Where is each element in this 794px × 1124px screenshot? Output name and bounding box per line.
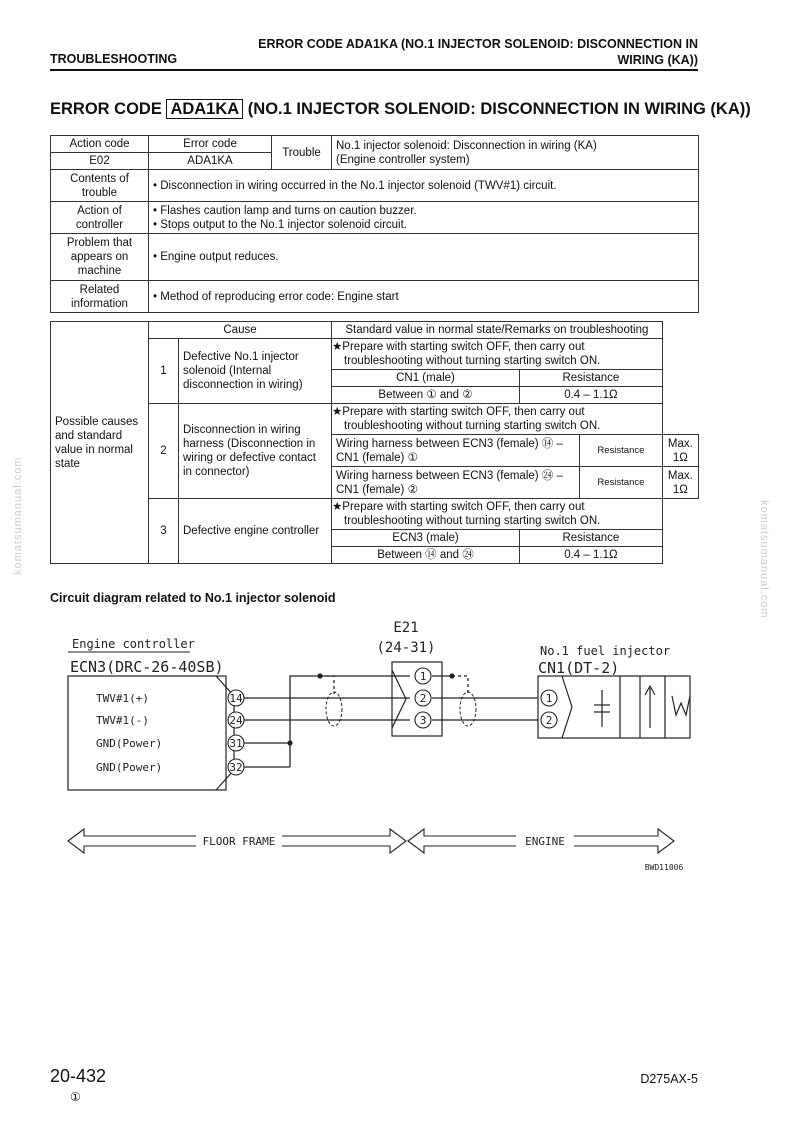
injector-symbol — [594, 686, 690, 728]
relay-spec: (24-31) — [376, 640, 436, 656]
trouble-description — [332, 136, 699, 170]
model-code: D275AX-5 — [640, 1072, 698, 1086]
page-number: 20-432 — [50, 1066, 107, 1086]
circuit-diagram-title: Circuit diagram related to No.1 injector solenoid — [50, 591, 336, 605]
pin-name: GND(Power) — [96, 761, 163, 774]
page-title — [50, 100, 751, 119]
revision-mark: ① — [70, 1090, 81, 1104]
injector-box — [538, 676, 690, 738]
circuit-diagram — [0, 610, 794, 880]
trouble-line1: No.1 injector solenoid: Disconnection in wiring (KA) — [336, 139, 597, 152]
trouble-line2: (Engine controller system) — [336, 153, 470, 166]
running-header-line2: WIRING (KA)) — [617, 53, 698, 67]
row-related — [149, 281, 699, 313]
error-info-table — [50, 135, 699, 313]
pin-name: TWV#1(+) — [96, 692, 149, 705]
pin-label: 31 — [229, 737, 243, 750]
section-label: TROUBLESHOOTING — [50, 52, 178, 66]
junction-dot — [449, 673, 454, 678]
engine-label: ENGINE — [525, 835, 565, 848]
shield-drain — [320, 676, 334, 694]
causes-group-label: Possible causes and standard value in normal state — [51, 322, 149, 564]
possible-causes-table — [50, 321, 699, 564]
pin-name: GND(Power) — [96, 737, 163, 750]
title-suffix: (NO.1 INJECTOR SOLENOID: DISCONNECTION IN WIRING (KA)) — [247, 100, 751, 118]
trouble-label: Trouble — [272, 136, 332, 170]
list-item: • Stops output to the No.1 injector solenoid circuit. — [153, 218, 694, 232]
harness-measure-value: Max. 1Ω — [662, 435, 698, 467]
pin-label: 3 — [419, 714, 427, 727]
row-label-action: Action of controller — [51, 202, 149, 234]
measure-col1-header: CN1 (male) — [332, 370, 520, 387]
injector-connector: CN1(DT-2) — [538, 659, 620, 677]
row-label-contents: Contents of trouble — [51, 170, 149, 202]
list-item: • Flashes caution lamp and turns on caution buzzer. — [153, 204, 694, 218]
title-prefix: ERROR CODE — [50, 100, 162, 118]
cause-header: Cause — [149, 322, 332, 339]
floor-frame-label: FLOOR FRAME — [202, 835, 276, 848]
pin-label: 14 — [229, 692, 243, 705]
row-problem — [149, 234, 699, 281]
harness-measure-label: Resistance — [580, 467, 663, 499]
shield-drain — [452, 676, 468, 694]
pin-label: 1 — [545, 692, 553, 705]
junction-dot — [287, 740, 292, 745]
list-item: • Engine output reduces. — [153, 250, 694, 264]
waveform — [672, 696, 690, 715]
pin-label: 2 — [419, 692, 427, 705]
figure-code: BWD11006 — [644, 863, 684, 872]
row-label-related: Related information — [51, 281, 149, 313]
measure-col2-header: Resistance — [520, 530, 663, 547]
header-rule — [50, 69, 698, 71]
relay-left-chevron — [392, 670, 406, 728]
cause-number: 2 — [149, 404, 179, 499]
cause-description: Defective No.1 injector solenoid (Internal disconnection in wiring) — [179, 339, 332, 404]
pin-label: 2 — [545, 714, 553, 727]
title-error-code: ADA1KA — [166, 99, 243, 119]
row-label-problem: Problem that appears on machine — [51, 234, 149, 281]
measure-value: 0.4 – 1.1Ω — [520, 387, 663, 404]
wires — [244, 676, 538, 767]
prepare-note: ★Prepare with starting switch OFF, then carry out troubleshooting without turning starting switch ON. — [332, 339, 663, 370]
pin-name: TWV#1(-) — [96, 714, 149, 727]
injector-connector-shape — [562, 676, 572, 738]
action-code-label: Action code — [51, 136, 149, 153]
standard-header: Standard value in normal state/Remarks on troubleshooting — [332, 322, 663, 339]
measure-between: Between ① and ② — [332, 387, 520, 404]
prepare-note: ★Prepare with starting switch OFF, then carry out troubleshooting without turning starting switch ON. — [332, 404, 663, 435]
error-code-label: Error code — [149, 136, 272, 153]
harness-desc: Wiring harness between ECN3 (female) ㉔ – CN1 (female) ② — [332, 467, 580, 499]
shield-ellipse — [326, 692, 342, 726]
junction-dots — [287, 673, 454, 745]
cause-description: Defective engine controller — [179, 499, 332, 564]
measure-between: Between ⑭ and ㉔ — [332, 547, 520, 564]
controller-label: Engine controller — [72, 637, 195, 651]
cause-number: 3 — [149, 499, 179, 564]
harness-desc: Wiring harness between ECN3 (female) ⑭ – CN1 (female) ① — [332, 435, 580, 467]
list-item: • Disconnection in wiring occurred in the No.1 injector solenoid (TWV#1) circuit. — [153, 179, 694, 193]
error-code-value: ADA1KA — [149, 153, 272, 170]
relay-name: E21 — [393, 620, 419, 636]
list-item: • Method of reproducing error code: Engine start — [153, 290, 694, 304]
cause-number: 1 — [149, 339, 179, 404]
pin-label: 1 — [419, 670, 427, 683]
pin-label: 32 — [229, 761, 243, 774]
watermark-left: komatsumanual.com — [12, 456, 24, 575]
measure-col1-header: ECN3 (male) — [332, 530, 520, 547]
running-header — [258, 36, 698, 68]
row-contents — [149, 170, 699, 202]
row-action — [149, 202, 699, 234]
prepare-note: ★Prepare with starting switch OFF, then carry out troubleshooting without turning starting switch ON. — [332, 499, 663, 530]
watermark-right: komatsumanual.com — [758, 500, 770, 619]
measure-col2-header: Resistance — [520, 370, 663, 387]
action-code-value: E02 — [51, 153, 149, 170]
injector-label: No.1 fuel injector — [540, 644, 671, 658]
harness-measure-value: Max. 1Ω — [662, 467, 698, 499]
shield-ellipse — [460, 692, 476, 726]
measure-value: 0.4 – 1.1Ω — [520, 547, 663, 564]
controller-connector: ECN3(DRC-26-40SB) — [70, 658, 224, 676]
harness-measure-label: Resistance — [580, 435, 663, 467]
cause-description: Disconnection in wiring harness (Disconnection in wiring or defective contact in connector) — [179, 404, 332, 499]
junction-dot — [317, 673, 322, 678]
running-header-line1: ERROR CODE ADA1KA (NO.1 INJECTOR SOLENOID: DISCONNECTION IN — [258, 37, 698, 51]
pin-label: 24 — [229, 714, 243, 727]
